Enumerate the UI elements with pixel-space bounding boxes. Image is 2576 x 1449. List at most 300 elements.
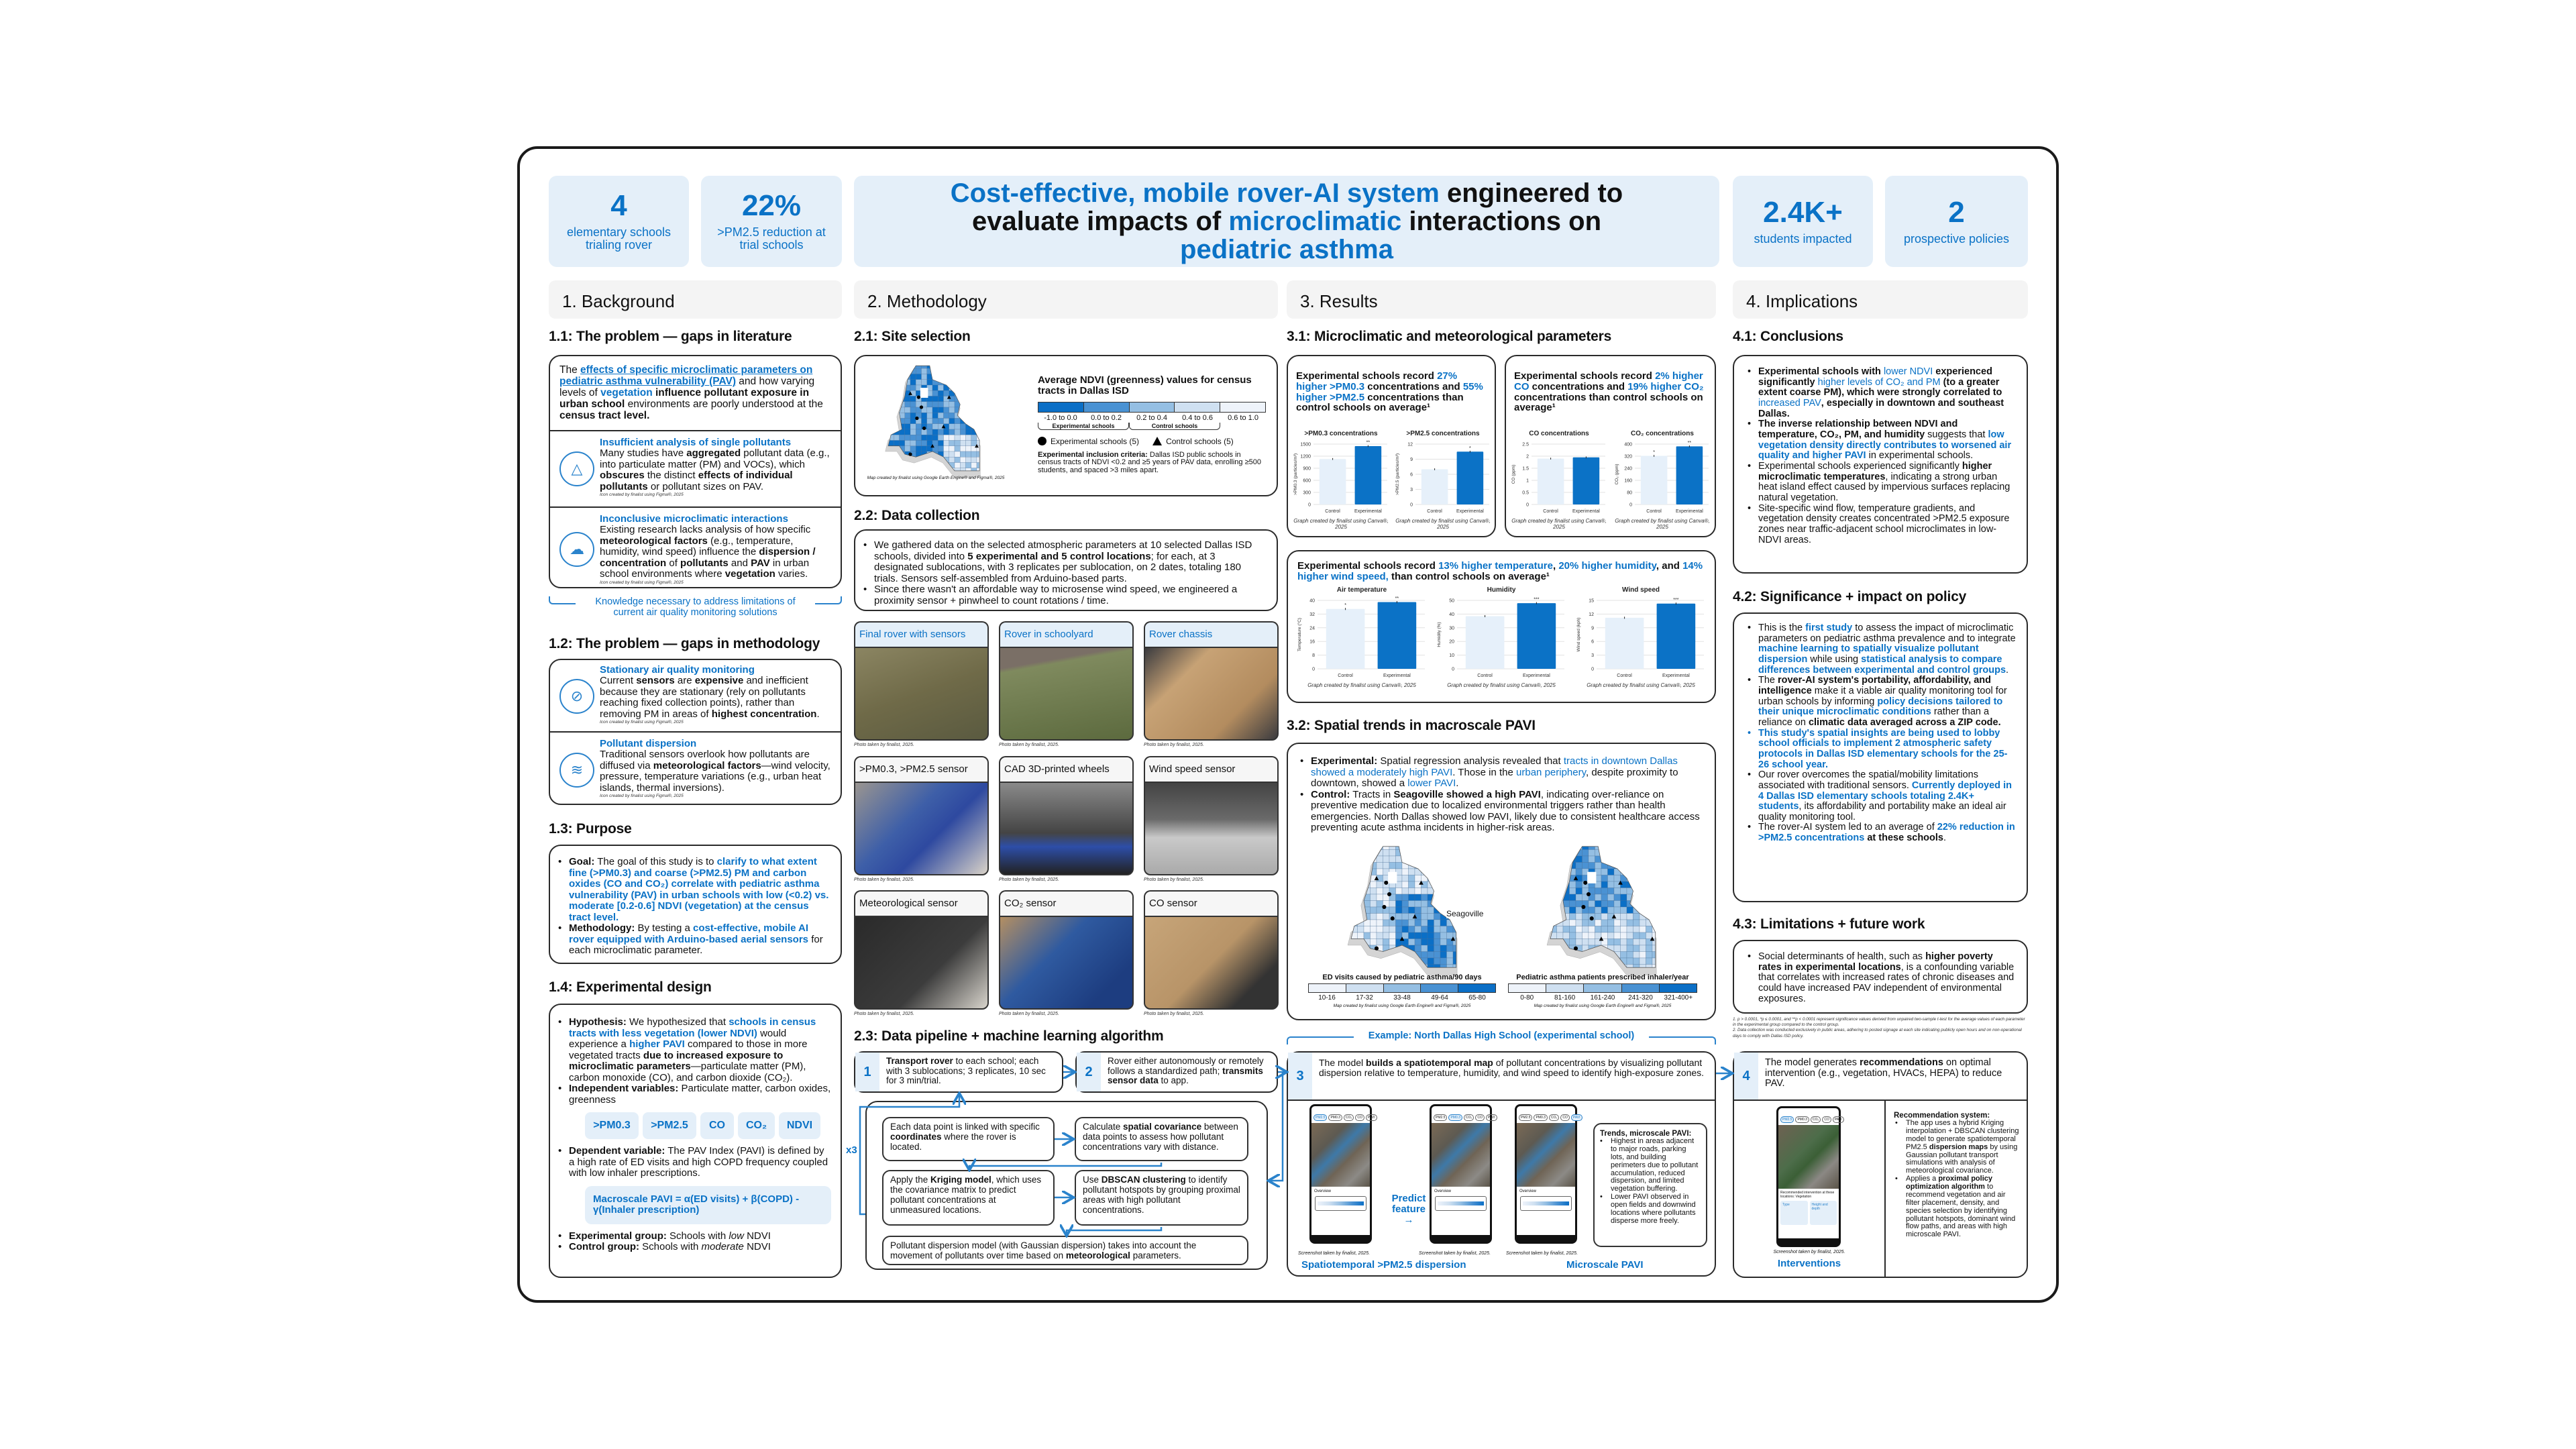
y-tick-label: 0 (1526, 502, 1529, 508)
text-segment: pediatric asthma (1180, 235, 1393, 264)
bar-control (1605, 618, 1644, 669)
design-list-mid (550, 1146, 841, 1179)
ed-legend (1308, 973, 1496, 1008)
site-selection-box (854, 355, 1278, 496)
text-segment: Goal: (569, 856, 595, 867)
text-segment: low vegetation density directly contributes to worsened air quality and higher PAVI (1758, 429, 2012, 462)
text-segment: at these schools (1864, 833, 1943, 844)
phone-chips (1778, 1108, 1842, 1125)
chip[interactable]: CO (1822, 1116, 1831, 1123)
text-segment: dispersion maps (1929, 1142, 1988, 1151)
y-tick-label: 32 (1309, 612, 1315, 617)
text-segment: . Those in the (1452, 766, 1517, 778)
y-axis-label: Humidity (%) (1437, 622, 1442, 647)
text-segment: 19% higher CO₂ (1627, 380, 1704, 392)
text-segment: 20% higher humidity (1558, 560, 1656, 572)
text-segment: where the rover is located. (890, 1131, 1016, 1152)
y-tick-label: 8 (1312, 653, 1315, 659)
x-tick-label: Experimental (1456, 509, 1484, 514)
aerial-map (1778, 1125, 1839, 1189)
text-segment: , indicating a strong urban heat island effect caused by impervious surfaces replacing natural vegetation. (1758, 471, 2010, 503)
group-experimental: Experimental schools (1038, 423, 1129, 430)
pm-summary (1296, 371, 1488, 413)
chart-title: CO₂ concentrations (1631, 430, 1694, 437)
chip[interactable]: CO₂ (1549, 1114, 1559, 1121)
text-segment: than control schools on average¹ (1388, 570, 1550, 582)
text-segment: , which uses the covariance matrix to predict pollutant concentrations at unmeasured locations. (890, 1175, 1042, 1215)
chart-temperature (1295, 586, 1429, 702)
heading-1-1: 1.1: The problem — gaps in literature (549, 329, 792, 344)
step-number: 1 (855, 1053, 879, 1091)
text-segment: Pollutant dispersion model (with Gaussian dispersion) takes into account the movement of pollutants over time based on (890, 1240, 1197, 1260)
step-text (1108, 1057, 1273, 1086)
text-segment: make it a viable air quality monitoring tool for urban schools by informing (1758, 685, 2007, 707)
significance-mark: ** (1366, 440, 1371, 445)
gap-item (550, 506, 841, 590)
design-list-top (550, 1017, 841, 1106)
text-segment: Currently deployed in 4 Dallas ISD elementary schools totaling 2.4K+ students (1758, 780, 2012, 812)
y-tick-label: 6 (1591, 639, 1594, 645)
text-segment: Experimental group: (569, 1230, 667, 1242)
text-segment: meteorological factors (653, 759, 761, 771)
chip[interactable]: CO (1560, 1114, 1570, 1121)
stat-reduction (701, 176, 842, 267)
text-segment: Control: (1311, 788, 1350, 800)
bar-control (1320, 459, 1346, 504)
chip[interactable]: PAVI (1366, 1114, 1377, 1121)
list-item (1311, 756, 1705, 790)
text-segment: Apply the (890, 1175, 931, 1185)
experimental-design-box (549, 1004, 842, 1278)
list-item (1758, 729, 2017, 771)
phone-chips (1432, 1106, 1495, 1123)
text-segment: tracts in downtown Dallas showed a moderately high PAVI (1311, 755, 1678, 778)
y-tick-label: 12 (1589, 612, 1594, 617)
chart-plot (1509, 437, 1609, 515)
photo-title: CAD 3D-printed wheels (999, 756, 1134, 782)
chart-title: Humidity (1487, 586, 1516, 594)
text-segment: , its affordability and portability make an ideal air quality monitoring tool. (1758, 801, 2006, 822)
text-segment: Calculate (1083, 1122, 1124, 1132)
y-tick-label: 24 (1309, 626, 1315, 631)
step-text (886, 1057, 1057, 1086)
list-item (1758, 822, 2017, 843)
text-segment: Rover either autonomously or remotely follows a standardized path; (1108, 1056, 1264, 1076)
text-segment: concentrations than control schools on average¹ (1514, 391, 1703, 414)
heading-1-4: 1.4: Experimental design (549, 979, 712, 995)
text-segment: . (1943, 833, 1947, 844)
text-segment: DBSCAN clustering (1101, 1175, 1186, 1185)
legend-label: 0.4 to 0.6 (1182, 413, 1213, 422)
list-item (1758, 952, 2017, 1004)
text-segment: Use (1083, 1175, 1102, 1185)
bar-experimental (1657, 604, 1696, 669)
knowledge-note: Knowledge necessary to address limitations of current air quality monitoring solutions (595, 596, 796, 618)
text-segment: NDVI (743, 1230, 771, 1242)
spatial-trends-list (1288, 756, 1715, 834)
screenshot-caption: Screenshot taken by finalist, 2025. (1419, 1251, 1491, 1256)
text-segment: sensors (636, 675, 675, 686)
y-axis-label: >PM0.3 (particles/m³) (1293, 453, 1298, 496)
gap-title: Stationary air quality monitoring (600, 664, 755, 676)
photo (854, 916, 989, 1010)
text-segment: Each data point is linked with specific (890, 1122, 1040, 1132)
list-item (569, 1017, 831, 1083)
screenshot-caption: Screenshot taken by finalist, 2025. (1506, 1251, 1578, 1256)
y-tick-label: 15 (1589, 598, 1594, 604)
chart-co2 (1612, 430, 1713, 537)
chip-ndvi: NDVI (779, 1112, 820, 1139)
screenshot-caption: Screenshot taken by finalist, 2025. (1298, 1251, 1371, 1256)
chip[interactable]: PM2.5 (1780, 1116, 1794, 1123)
y-tick-label: 320 (1624, 454, 1632, 460)
legend-label: -1.0 to 0.0 (1044, 413, 1077, 422)
legend-label: 0.0 to 0.2 (1091, 413, 1122, 422)
chart-plot (1393, 437, 1493, 515)
map-credit: Map created by finalist using Google Earth Engine® and Figma®, 2025 (867, 476, 1005, 480)
photo-caption: Photo taken by finalist, 2025. (999, 877, 1059, 882)
text-segment: machine learning to spatially visualize pollutant dispersion (1758, 643, 1979, 665)
chip[interactable]: PM0.3 (1448, 1114, 1462, 1121)
text-segment: and how varying levels of (559, 376, 815, 399)
photo-title: Meteorological sensor (854, 890, 989, 916)
heading-3-1: 3.1: Microclimatic and meteorological parameters (1287, 329, 1612, 344)
list-item (1758, 504, 2017, 546)
list-item (1906, 1120, 2020, 1175)
text-segment: builds a spatiotemporal map (1366, 1057, 1493, 1068)
text-segment: engineered to evaluate impacts of (971, 178, 1623, 236)
pipeline-dispersion (882, 1236, 1248, 1265)
significance-mark: * (1653, 450, 1655, 455)
chip-pm03: >PM0.3 (585, 1112, 639, 1139)
text-segment: Traditional sensors overlook how pollutants are diffused via (600, 749, 810, 771)
text-segment: in urban school environments where (600, 557, 810, 580)
y-tick-label: 160 (1624, 478, 1632, 484)
photo (999, 782, 1134, 875)
text-segment: Site-specific wind flow, temperature gradients, and vegetation density creates concentrated >PM2.5 exposure zones near traffic-adjacent school microclimates in low-NDVI areas. (1758, 502, 2010, 545)
text-segment: Dependent variable: (569, 1145, 665, 1157)
photo-card (854, 756, 989, 882)
significance-list (1734, 623, 2027, 844)
text-segment: Hypothesis: (569, 1016, 627, 1028)
text-segment: environments are poorly understood at the (625, 398, 823, 411)
graph-credit: Graph created by finalist using Canva®, 2025 (1615, 518, 1710, 530)
photo-title: Final rover with sensors (854, 621, 989, 647)
chart-plot (1291, 437, 1391, 515)
phone-card: Height and depth (1810, 1201, 1837, 1225)
chart-title: Wind speed (1621, 586, 1660, 594)
legend-title: ED visits caused by pediatric asthma/90 days (1322, 973, 1482, 981)
text-segment: the distinct (644, 470, 698, 481)
text-segment: The rover-AI system led to an average of (1758, 822, 1937, 833)
text-segment: The inverse relationship between NDVI and temperature, CO₂, PM, and humidity (1758, 419, 1958, 440)
chip[interactable]: PAVI (1571, 1114, 1582, 1121)
photo-caption: Photo taken by finalist, 2025. (1144, 743, 1204, 747)
x-tick-label: Experimental (1354, 509, 1382, 514)
y-tick-label: 6 (1410, 472, 1413, 478)
met-results-box (1287, 550, 1716, 703)
chip[interactable]: CO₂ (1464, 1114, 1474, 1121)
text-segment: effects of individual pollutants (600, 470, 793, 492)
chip[interactable]: PM2.5 (1434, 1114, 1447, 1121)
stat-value: 2.4K+ (1763, 195, 1843, 229)
stat-schools (549, 176, 689, 267)
text-segment: Particulate matter, carbon oxides, greenness (569, 1083, 831, 1106)
photo-title: >PM0.3, >PM2.5 sensor (854, 756, 989, 782)
icon-credit: Icon created by finalist using Figma®, 2025 (600, 794, 684, 798)
legend-label: 49-64 (1431, 994, 1448, 1002)
y-tick-label: 12 (1407, 442, 1413, 447)
stat-value: 22% (741, 189, 802, 223)
text-segment: suggests that (1925, 429, 1988, 440)
graph-credit: Graph created by finalist using Canva®, 2025 (1511, 518, 1607, 530)
photo-card (854, 890, 989, 1016)
chip[interactable]: CO (1475, 1114, 1485, 1121)
label-interventions: Interventions (1777, 1258, 1841, 1269)
legend-label: 65-80 (1468, 994, 1486, 1002)
text-segment: between data points to assess how pollutant concentrations vary with distance. (1083, 1122, 1238, 1152)
no-signal-icon: ⊘ (559, 679, 594, 714)
rec-list (1894, 1120, 2020, 1239)
y-tick-label: 0 (1308, 502, 1311, 508)
bar-experimental (1573, 458, 1600, 504)
photo-caption: Photo taken by finalist, 2025. (854, 877, 914, 882)
significance-box (1733, 612, 2028, 902)
x-tick-label: Control (1646, 509, 1662, 514)
significance-mark: *** (1673, 598, 1679, 603)
text-segment: rather than a reliance on (1758, 706, 1990, 728)
text-segment: (e.g., temperature, humidity, wind speed) influence the (600, 535, 794, 557)
bar-experimental (1517, 603, 1556, 669)
chip[interactable]: PM0.3 (1795, 1116, 1809, 1123)
text-segment: Control group: (569, 1241, 639, 1252)
legend-label: 321-400+ (1664, 994, 1693, 1002)
stat-label: elementary schools trialing rover (566, 225, 672, 252)
photo (854, 647, 989, 741)
text-segment: to app. (1158, 1075, 1189, 1086)
chip[interactable]: CO₂ (1811, 1116, 1821, 1123)
conclusions-list (1734, 367, 2027, 545)
spatial-trends-box (1287, 743, 1716, 1020)
x-tick-label: Control (1338, 674, 1353, 678)
experimental-school-marker (915, 417, 918, 420)
text-segment: on optimal intervention (e.g., vegetation, HVACs, HEPA) to reduce PAV. (1765, 1057, 2002, 1089)
chip-co: CO (700, 1112, 734, 1139)
design-list-groups (550, 1231, 841, 1253)
phone-overview: Overview (1314, 1189, 1332, 1193)
y-tick-label: 30 (1449, 626, 1454, 631)
x-tick-label: Control (1325, 509, 1340, 514)
chart-plot (1295, 594, 1429, 680)
limitations-box (1733, 940, 2028, 1014)
text-segment: microclimatic (1228, 207, 1402, 236)
graph-credit: Graph created by finalist using Canva®, 2025 (1587, 682, 1695, 688)
text-segment: influence pollutant exposure in urban school (559, 387, 810, 411)
poster-title-box (854, 176, 1719, 267)
legend-label: 10-16 (1318, 994, 1336, 1002)
text-segment: Schools with (666, 1230, 729, 1242)
text-segment: to recommend vegetation and air filter placement, density, and species selection by identifying pollutant hotspots, dominant wind flow paths, and areas with high microscale PAVI. (1906, 1183, 2016, 1239)
heading-1-3: 1.3: Purpose (549, 821, 632, 837)
y-tick-label: 3 (1591, 653, 1594, 659)
legend-label: 241-320 (1628, 994, 1653, 1002)
photo (854, 782, 989, 875)
footnotes (1733, 1017, 2028, 1039)
y-tick-label: 0 (1312, 667, 1315, 672)
met-summary (1297, 561, 1705, 582)
text-segment: recommendations (1860, 1057, 1943, 1068)
text-segment: interactions on (1401, 207, 1602, 236)
legend-label: 0.6 to 1.0 (1228, 413, 1258, 422)
data-collection-box (854, 529, 1278, 611)
y-tick-label: 1500 (1300, 442, 1311, 447)
gap-title: Pollutant dispersion (600, 738, 697, 749)
text-segment: higher microclimatic temperatures (1758, 460, 1992, 482)
text-segment: , is a confounding variable that correlates with increased rates of chronic diseases and could have increased PAV independent of environmental exposures. (1758, 961, 2015, 1004)
bracket-left (1287, 1036, 1354, 1044)
pipeline-step-1 (854, 1051, 1063, 1093)
text-segment: higher poverty rates in experimental locations (1758, 951, 1993, 973)
y-axis-label: CO₂ (ppm) (1615, 464, 1619, 485)
text-segment: pollutants (680, 557, 729, 569)
pipeline-covariance (1075, 1117, 1248, 1161)
purpose-box (549, 845, 842, 964)
pipeline-step-2 (1075, 1051, 1278, 1093)
y-tick-label: 0 (1410, 502, 1413, 508)
text-segment: The model generates (1765, 1057, 1860, 1068)
text-segment: concentrations than control schools on average¹ (1296, 391, 1464, 414)
gap-item (550, 659, 841, 731)
photo-card (999, 890, 1134, 1016)
trends-box (1593, 1123, 1707, 1247)
text-segment: The PAV Index (PAVI) is defined by a high rate of ED visits and high COPD frequency coupled with low inhaler prescriptions. (569, 1145, 828, 1179)
chip[interactable]: PM0.3 (1328, 1114, 1342, 1121)
y-tick-label: 2.5 (1522, 442, 1529, 447)
text-segment: clarify to what extent fine (>PM0.3) and coarse (>PM2.5) PM and carbon oxides (CO and CO₂) correlate with pediatric asthma vulnerability (PAV) in urban schools with low (<0.2) vs. moderate [0.2-0.6] NDVI (vegetation) at the census tract level. (569, 856, 829, 923)
graph-credit: Graph created by finalist using Canva®, 2025 (1395, 518, 1491, 530)
text-segment: Independent variables: (569, 1083, 679, 1094)
poster-title (934, 179, 1639, 264)
gap-item (550, 430, 841, 506)
chip[interactable]: CO₂ (1344, 1114, 1354, 1121)
chip[interactable]: PM2.5 (1313, 1114, 1327, 1121)
chart-humidity (1434, 586, 1568, 702)
y-tick-label: 40 (1309, 598, 1315, 604)
chip[interactable]: PM0.3 (1534, 1114, 1547, 1121)
list-item (1611, 1193, 1701, 1226)
phone-chips (1517, 1106, 1580, 1123)
chart-plot (1574, 594, 1708, 680)
app-screenshot-phone (1309, 1104, 1375, 1244)
text-segment: of (666, 557, 681, 569)
legend-label: 161-240 (1590, 994, 1615, 1002)
section-background: 1. Background (549, 280, 842, 319)
photo-caption: Photo taken by finalist, 2025. (999, 743, 1059, 747)
map-credit: Map created by finalist using Google Earth Engine® and Figma®, 2025 (1333, 1004, 1471, 1008)
significance-mark: * (1344, 603, 1346, 608)
chip[interactable]: PM2.5 (1519, 1114, 1532, 1121)
list-item (874, 584, 1267, 606)
stat-students (1733, 176, 1873, 267)
text-segment: Existing research lacks analysis of how specific (600, 524, 811, 535)
x-tick-label: Control (1543, 509, 1558, 514)
stat-label: >PM2.5 reduction at trial schools (717, 225, 826, 252)
co-results-box (1505, 355, 1716, 537)
bracket-left (549, 596, 576, 604)
photo-card (1144, 890, 1279, 1016)
circle-marker-icon (1038, 437, 1046, 445)
x-tick-label: Control (1477, 674, 1493, 678)
recommendation-system (1894, 1112, 2020, 1239)
pipeline-dbscan (1075, 1170, 1248, 1226)
graph-credit: Graph created by finalist using Canva®, 2025 (1293, 518, 1389, 530)
text-segment: meteorological (1065, 1250, 1130, 1260)
text-segment: Cost-effective, mobile rover-AI system (950, 178, 1440, 208)
text-segment: expensive (694, 675, 744, 686)
x-tick-label: Experimental (1572, 509, 1600, 514)
photo-title: Wind speed sensor (1144, 756, 1279, 782)
text-segment: . (816, 708, 820, 720)
list-item (1758, 462, 2017, 504)
text-segment: parameters. (1130, 1250, 1181, 1260)
text-segment: effects of specific microclimatic parameters on pediatric asthma vulnerability (PAV) (559, 364, 813, 388)
experimental-school-marker (908, 452, 912, 455)
y-tick-label: 0 (1591, 667, 1594, 672)
text-segment: varies. (775, 568, 808, 580)
list-item (874, 540, 1267, 584)
photo-caption: Photo taken by finalist, 2025. (854, 743, 914, 747)
photo-card (999, 756, 1134, 882)
example-label: Example: North Dallas High School (experimental school) (1368, 1030, 1635, 1041)
text-segment: census tract level. (559, 410, 650, 422)
list-item (569, 1146, 831, 1179)
y-tick-label: 40 (1449, 612, 1454, 617)
experimental-school-marker (1382, 905, 1386, 909)
limitations-list (1734, 952, 2027, 1004)
chip[interactable]: PAVI (1486, 1114, 1497, 1121)
bar-control (1466, 616, 1505, 669)
photo-title: CO sensor (1144, 890, 1279, 916)
x-tick-label: Control (1427, 509, 1442, 514)
gap-body (600, 749, 833, 794)
y-tick-label: 9 (1410, 458, 1413, 462)
aerial-map (1311, 1123, 1370, 1187)
shapes-icon: △ (559, 451, 594, 486)
y-tick-label: 600 (1303, 478, 1311, 484)
y-tick-label: 2 (1526, 454, 1529, 460)
chip[interactable]: PAVI (1833, 1116, 1844, 1123)
photo-caption: Photo taken by finalist, 2025. (854, 1012, 914, 1016)
trends-title: Trends, microscale PAVI: (1600, 1130, 1692, 1138)
text-segment: 27% higher >PM0.3 (1296, 370, 1458, 392)
section-results: 3. Results (1287, 280, 1716, 319)
text-segment: Schools with (639, 1241, 702, 1252)
y-tick-label: 900 (1303, 466, 1311, 472)
conclusions-box (1733, 355, 2028, 574)
y-tick-label: 0 (1452, 667, 1454, 672)
icon-credit: Icon created by finalist using Figma®, 2025 (600, 492, 684, 497)
chart-plot (1434, 594, 1568, 680)
text-segment: for each microclimatic parameter. (569, 933, 823, 956)
footnote: 2. Data collection was conducted exclusively in public areas, adhering to posted signage at each site indicating publicly open hours and on non-operational days to comply with Dallas ISD policy. (1733, 1028, 2022, 1038)
inclusion-criteria (1038, 451, 1266, 476)
text-segment: 14% higher wind speed, (1297, 560, 1703, 582)
rec-title: Recommendation system: (1894, 1112, 1990, 1120)
screenshot-caption: Screenshot taken by finalist, 2025. (1773, 1250, 1845, 1254)
phone-chips (1311, 1106, 1375, 1123)
chip[interactable]: CO (1355, 1114, 1364, 1121)
wind-icon: ≋ (559, 753, 594, 788)
